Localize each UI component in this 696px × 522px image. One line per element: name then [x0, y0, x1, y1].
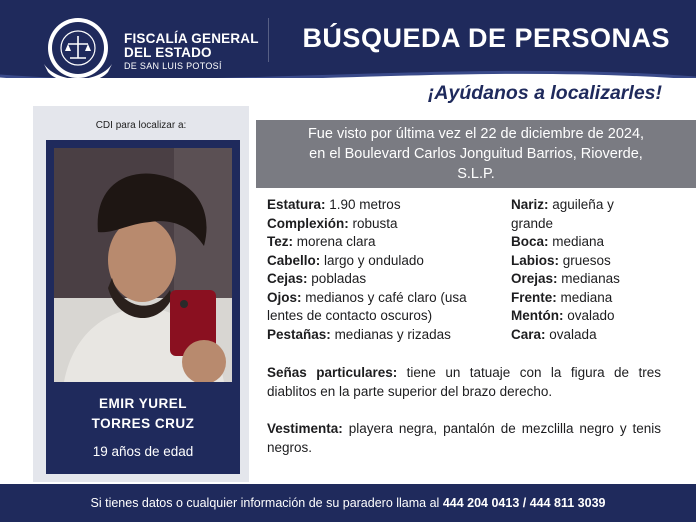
person-name [46, 394, 240, 434]
trait-label: Complexión: [267, 215, 349, 231]
trait-value: pobladas [311, 271, 367, 286]
org-name-line2: DEL ESTADO [124, 45, 212, 60]
traits-right-column [511, 196, 661, 344]
trait-label: Tez: [267, 234, 293, 249]
trait-value: 1.90 metros [329, 197, 401, 212]
footer-phones[interactable]: 444 204 0413 / 444 811 3039 [442, 496, 606, 510]
trait-row [511, 215, 661, 234]
trait-value: gruesos [562, 252, 611, 268]
person-name-line1: EMIR YUREL [98, 396, 187, 411]
page-title: BÚSQUEDA DE PERSONAS [302, 23, 670, 53]
trait-value: ovalado [567, 308, 615, 323]
trait-row [511, 196, 661, 215]
trait-label: Nariz: [511, 197, 549, 212]
trait-row [511, 326, 661, 345]
traits-left-column [267, 196, 509, 344]
trait-value: medianos y café claro (usa [305, 289, 467, 305]
cdi-label: CDI para localizar a: [95, 120, 187, 131]
person-age: 19 años de edad [92, 444, 194, 459]
trait-row [511, 270, 661, 289]
trait-label: Cara: [511, 326, 546, 342]
header-divider [268, 18, 269, 62]
trait-row [267, 233, 509, 252]
trait-label: Pestañas: [267, 326, 331, 342]
trait-label: Ojos: [267, 289, 302, 305]
trait-row [511, 289, 661, 308]
trait-value: robusta [352, 215, 398, 231]
trait-value: morena clara [296, 234, 376, 249]
clothing-text: playera negra, pantalón de mezclilla negro y tenis negros. [267, 421, 661, 455]
last-seen-line3: S.L.P. [457, 166, 495, 182]
trait-row [267, 307, 509, 326]
trait-label: Frente: [511, 289, 557, 305]
person-photo-icon [54, 148, 232, 382]
trait-row [511, 307, 661, 326]
organization-name [124, 32, 259, 72]
distinguishing-marks [267, 363, 661, 401]
trait-label: Orejas: [511, 271, 558, 286]
page-subtitle: ¡Ayúdanos a localizarles! [427, 82, 662, 104]
trait-label: Boca: [511, 234, 549, 249]
trait-value: medianas y rizadas [334, 326, 451, 342]
org-name-line1: FISCALÍA GENERAL [124, 31, 259, 46]
distinguishing-marks-label: Señas particulares: [267, 365, 398, 380]
distinguishing-marks-text: tiene un tatuaje con la figura de tres diablitos en la parte superior del brazo derecho. [267, 365, 661, 399]
last-seen-line2: en el Boulevard Carlos Jonguitud Barrios, Rioverde, [309, 146, 643, 162]
trait-label: Estatura: [267, 197, 326, 212]
trait-value: mediana [560, 289, 613, 305]
last-seen-band [256, 120, 696, 188]
person-photo [54, 148, 232, 382]
trait-row [267, 270, 509, 289]
trait-row [511, 252, 661, 271]
trait-value: ovalada [549, 326, 597, 342]
trait-value: mediana [552, 234, 605, 249]
last-seen-line1: Fue visto por última vez el 22 de diciembre de 2024, [307, 126, 645, 142]
person-name-line2: TORRES CRUZ [91, 416, 195, 431]
trait-label: Cejas: [267, 271, 308, 286]
trait-row [267, 289, 509, 308]
trait-value: aguileña y [552, 197, 614, 212]
trait-label: Mentón: [511, 308, 564, 323]
trait-row [267, 215, 509, 234]
trait-row [511, 233, 661, 252]
trait-row [267, 326, 509, 345]
fiscalia-seal-logo [38, 14, 118, 88]
org-name-line3: DE SAN LUIS POTOSÍ [124, 61, 222, 71]
trait-value: grande [511, 215, 554, 231]
clothing-description [267, 419, 661, 457]
trait-value: lentes de contacto oscuros) [267, 308, 433, 323]
footer-message: Si tienes datos o cualquier información de su paradero llama al [90, 496, 440, 510]
trait-label: Labios: [511, 252, 560, 268]
trait-row [267, 252, 509, 271]
trait-row [267, 196, 509, 215]
trait-value: medianas [561, 271, 620, 286]
trait-label: Cabello: [267, 252, 321, 268]
trait-value: largo y ondulado [324, 252, 424, 268]
footer-contact [0, 496, 696, 510]
clothing-label: Vestimenta: [267, 421, 343, 436]
